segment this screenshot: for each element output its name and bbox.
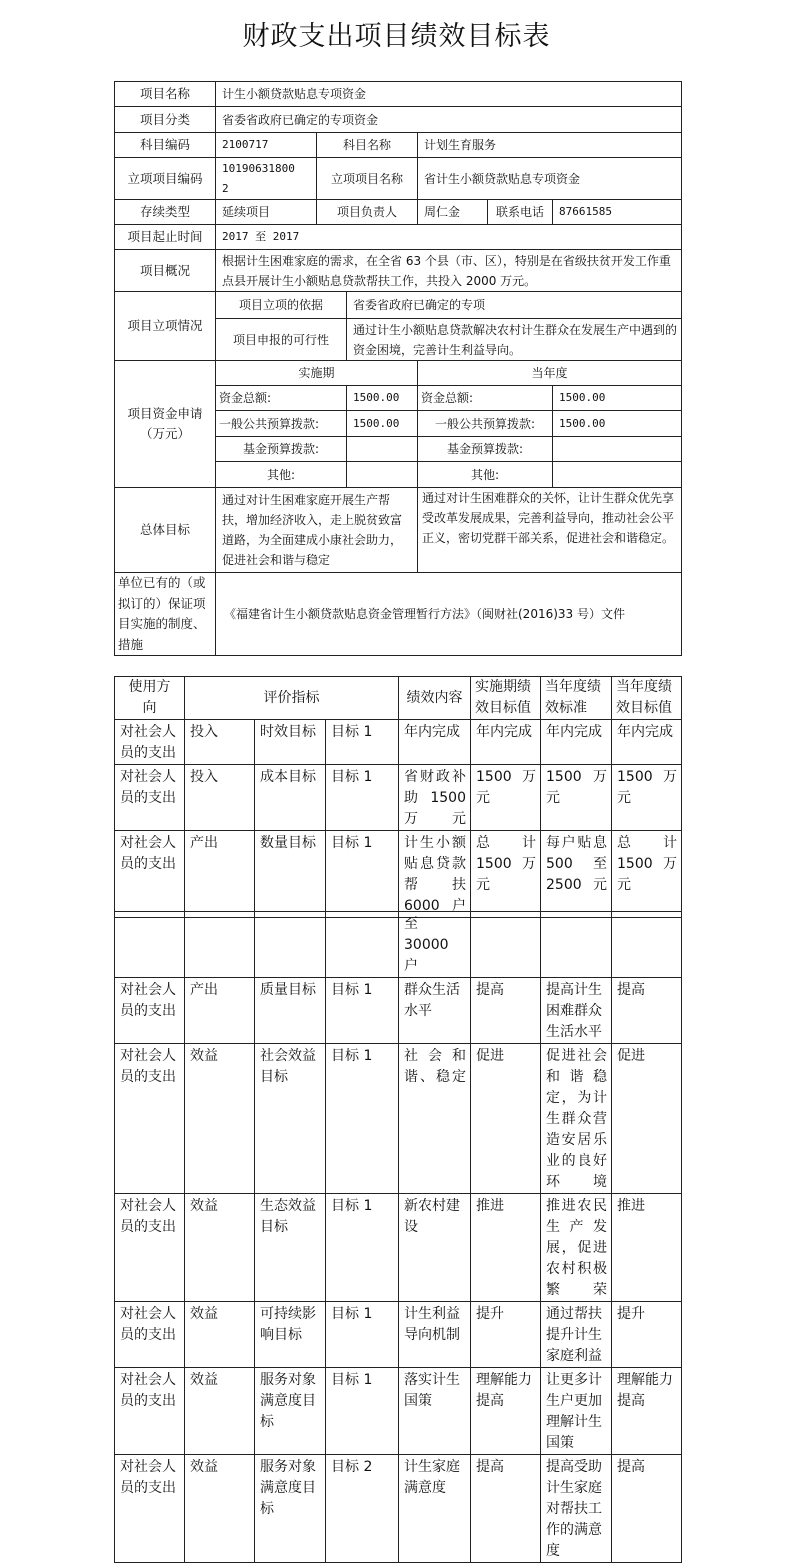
row-continuity (115, 200, 682, 225)
cell-level2: 数量目标 (255, 831, 326, 918)
performance-row (115, 765, 682, 831)
cell-empty (115, 912, 185, 978)
period-value: 2017 至 2017 (216, 225, 682, 250)
cell-level1: 投入 (185, 765, 255, 831)
funding-year-item-label: 其他: (418, 462, 553, 488)
subject-code-value: 2100717 (216, 133, 317, 158)
performance-header-row (115, 677, 682, 720)
cell-level1: 效益 (185, 1455, 255, 1563)
row-period (115, 225, 682, 250)
row-category (115, 107, 682, 133)
cell-year-standard: 促进社会和谐稳定，为计生群众营造安居乐业的良好环境 (541, 1044, 612, 1194)
cell-level1: 投入 (185, 720, 255, 765)
cell-period-target: 促进 (471, 1044, 541, 1194)
cell-period-target: 提升 (471, 1302, 541, 1368)
cell-goal: 目标 1 (326, 1044, 399, 1194)
cell-content-continued: 至 30000 户 (399, 912, 471, 978)
subject-name-label: 科目名称 (317, 133, 418, 158)
performance-continued-row (115, 912, 682, 978)
cell-goal: 目标 1 (326, 720, 399, 765)
funding-year-item-value: 1500.00 (553, 386, 682, 411)
cell-level2: 质量目标 (255, 978, 326, 1044)
cell-empty (185, 912, 255, 978)
header-year-standard: 当年度绩效标准 (541, 677, 612, 720)
cell-level2: 服务对象满意度目标 (255, 1455, 326, 1563)
row-project-name (115, 82, 682, 107)
cell-year-standard: 让更多计生户更加理解计生国策 (541, 1368, 612, 1455)
funding-year-item-label: 基金预算拨款: (418, 437, 553, 462)
funding-period-header: 实施期 (216, 361, 418, 386)
performance-row (115, 978, 682, 1044)
header-content: 绩效内容 (399, 677, 471, 720)
project-name-label: 项目名称 (115, 82, 216, 107)
funding-year-item-value (553, 437, 682, 462)
cell-empty (471, 912, 541, 978)
funding-period-item-label: 一般公共预算拨款: (216, 411, 347, 437)
subject-name-value: 计划生育服务 (418, 133, 682, 158)
header-period-target: 实施期绩效目标值 (471, 677, 541, 720)
funding-period-item-label: 资金总额: (216, 386, 347, 411)
cell-level1: 效益 (185, 1368, 255, 1455)
cell-content: 省财政补助 1500 万元 (399, 765, 471, 831)
cell-year-standard: 通过帮扶提升计生家庭利益 (541, 1302, 612, 1368)
row-funding-header (115, 361, 682, 386)
cell-period-target: 年内完成 (471, 720, 541, 765)
overall-goal-period: 通过对计生困难家庭开展生产帮扶，增加经济收入，走上脱贫致富道路，为全面建成小康社会助力，促进社会和谐与稳定 (216, 488, 418, 573)
row-measures (115, 573, 682, 656)
continuity-label: 存续类型 (115, 200, 216, 225)
cell-goal: 目标 1 (326, 1368, 399, 1455)
approval-code-label: 立项项目编码 (115, 158, 216, 200)
header-year-target: 当年度绩效目标值 (612, 677, 682, 720)
approval-status-label: 项目立项情况 (115, 292, 216, 361)
performance-row (115, 1368, 682, 1455)
cell-year-target: 推进 (612, 1194, 682, 1302)
header-direction: 使用方向 (115, 677, 185, 720)
cell-direction: 对社会人员的支出 (115, 1302, 185, 1368)
funding-year-item-label: 一般公共预算拨款: (418, 411, 553, 437)
cell-goal: 目标 2 (326, 1455, 399, 1563)
cell-year-target: 提高 (612, 978, 682, 1044)
basis-value: 省委省政府已确定的专项 (347, 292, 682, 319)
category-label: 项目分类 (115, 107, 216, 133)
cell-direction: 对社会人员的支出 (115, 1368, 185, 1455)
row-subject (115, 133, 682, 158)
cell-level2: 时效目标 (255, 720, 326, 765)
period-label: 项目起止时间 (115, 225, 216, 250)
cell-level1: 产出 (185, 831, 255, 918)
cell-year-standard: 每户贴息 500 至 2500 元 (541, 831, 612, 918)
cell-level1: 效益 (185, 1044, 255, 1194)
funding-period-item-value (347, 462, 418, 488)
funding-period-item-value (347, 437, 418, 462)
basis-label: 项目立项的依据 (216, 292, 347, 319)
approval-code-value (216, 158, 317, 200)
leader-label: 项目负责人 (317, 200, 418, 225)
cell-empty (255, 912, 326, 978)
measures-value: 《福建省计生小额贷款贴息资金管理暂行方法》（闽财社(2016)33 号）文件 (216, 573, 682, 656)
cell-content: 计生家庭满意度 (399, 1455, 471, 1563)
feasibility-label: 项目申报的可行性 (216, 319, 347, 361)
subject-code-label: 科目编码 (115, 133, 216, 158)
cell-period-target: 理解能力提高 (471, 1368, 541, 1455)
cell-content: 群众生活水平 (399, 978, 471, 1044)
cell-year-standard: 1500 万元 (541, 765, 612, 831)
row-overview (115, 250, 682, 292)
funding-period-item-value: 1500.00 (347, 411, 418, 437)
performance-row (115, 720, 682, 765)
cell-level2: 生态效益目标 (255, 1194, 326, 1302)
overall-goal-year: 通过对计生困难群众的关怀，让计生群众优先享受改革发展成果，完善利益导向，推动社会公平正义，密切党群干部关系，促进社会和谐稳定。 (418, 488, 682, 573)
performance-table-continued (114, 911, 682, 1563)
cell-content: 年内完成 (399, 720, 471, 765)
cell-year-target: 1500 万元 (612, 765, 682, 831)
approval-name-label: 立项项目名称 (317, 158, 418, 200)
category-value: 省委省政府已确定的专项资金 (216, 107, 682, 133)
cell-empty (326, 912, 399, 978)
cell-direction: 对社会人员的支出 (115, 1194, 185, 1302)
cell-empty (612, 912, 682, 978)
cell-level2: 可持续影响目标 (255, 1302, 326, 1368)
measures-label: 单位已有的（或拟订的）保证项目实施的制度、措施 (115, 573, 216, 656)
cell-year-target: 理解能力提高 (612, 1368, 682, 1455)
overview-value: 根据计生困难家庭的需求，在全省 63 个县（市、区），特别是在省级扶贫开发工作重点县开展计生小额贴息贷款帮扶工作，共投入 2000 万元。 (216, 250, 682, 292)
cell-year-target: 促进 (612, 1044, 682, 1194)
funding-period-item-label: 基金预算拨款: (216, 437, 347, 462)
cell-content: 计生小额贴息贷款帮扶 6000 户 (399, 831, 471, 918)
cell-level2: 成本目标 (255, 765, 326, 831)
page-title: 财政支出项目绩效目标表 (242, 21, 551, 52)
cell-empty (541, 912, 612, 978)
overview-label: 项目概况 (115, 250, 216, 292)
funding-year-item-value: 1500.00 (553, 411, 682, 437)
cell-direction: 对社会人员的支出 (115, 978, 185, 1044)
funding-label (115, 361, 216, 488)
project-name-value: 计生小额贷款贴息专项资金 (216, 82, 682, 107)
funding-year-header: 当年度 (418, 361, 682, 386)
phone-label: 联系电话 (488, 200, 553, 225)
cell-direction: 对社会人员的支出 (115, 1455, 185, 1563)
cell-direction: 对社会人员的支出 (115, 831, 185, 918)
cell-year-standard: 年内完成 (541, 720, 612, 765)
performance-table (114, 676, 682, 918)
cell-year-standard: 提高计生困难群众生活水平 (541, 978, 612, 1044)
cell-content: 新农村建设 (399, 1194, 471, 1302)
cell-period-target: 提高 (471, 978, 541, 1044)
performance-row (115, 1044, 682, 1194)
cell-direction: 对社会人员的支出 (115, 720, 185, 765)
cell-level2: 社会效益目标 (255, 1044, 326, 1194)
header-indicator: 评价指标 (185, 677, 399, 720)
row-approval (115, 158, 682, 200)
leader-value: 周仁金 (418, 200, 488, 225)
overall-goal-label: 总体目标 (115, 488, 216, 573)
phone-value: 87661585 (553, 200, 682, 225)
cell-year-standard: 提高受助计生家庭对帮扶工作的满意度 (541, 1455, 612, 1563)
cell-direction: 对社会人员的支出 (115, 765, 185, 831)
cell-goal: 目标 1 (326, 978, 399, 1044)
cell-content: 社会和谐、稳定 (399, 1044, 471, 1194)
approval-name-value: 省计生小额贷款贴息专项资金 (418, 158, 682, 200)
funding-year-item-value (553, 462, 682, 488)
funding-period-item-label: 其他: (216, 462, 347, 488)
continuity-value: 延续项目 (216, 200, 317, 225)
cell-year-target: 年内完成 (612, 720, 682, 765)
cell-content: 计生利益导向机制 (399, 1302, 471, 1368)
feasibility-value: 通过计生小额贴息贷款解决农村计生群众在发展生产中遇到的资金困境，完善计生利益导向。 (347, 319, 682, 361)
cell-level1: 效益 (185, 1194, 255, 1302)
cell-goal: 目标 1 (326, 765, 399, 831)
cell-goal: 目标 1 (326, 831, 399, 918)
cell-year-target: 提高 (612, 1455, 682, 1563)
cell-level2: 服务对象满意度目标 (255, 1368, 326, 1455)
cell-period-target: 1500 万元 (471, 765, 541, 831)
project-info-table (114, 81, 682, 656)
cell-period-target: 提高 (471, 1455, 541, 1563)
row-overall-goal (115, 488, 682, 573)
cell-level1: 效益 (185, 1302, 255, 1368)
cell-period-target: 推进 (471, 1194, 541, 1302)
row-basis (115, 292, 682, 319)
cell-level1: 产出 (185, 978, 255, 1044)
cell-year-target: 提升 (612, 1302, 682, 1368)
cell-direction: 对社会人员的支出 (115, 1044, 185, 1194)
funding-label-line1: 项目资金申请 (127, 406, 203, 421)
cell-period-target: 总计 1500 万元 (471, 831, 541, 918)
performance-row (115, 1194, 682, 1302)
funding-label-line2: （万元） (139, 426, 190, 441)
approval-code-line2: 2 (222, 181, 229, 195)
approval-code-line1: 10190631800 (222, 161, 295, 175)
cell-year-target: 总计 1500 万元 (612, 831, 682, 918)
performance-row (115, 1302, 682, 1368)
funding-period-item-value: 1500.00 (347, 386, 418, 411)
cell-content: 落实计生国策 (399, 1368, 471, 1455)
cell-goal: 目标 1 (326, 1302, 399, 1368)
performance-row (115, 831, 682, 918)
funding-year-item-label: 资金总额: (418, 386, 553, 411)
cell-year-standard: 推进农民生产发展，促进农村积极繁荣 (541, 1194, 612, 1302)
performance-row (115, 1455, 682, 1563)
cell-goal: 目标 1 (326, 1194, 399, 1302)
